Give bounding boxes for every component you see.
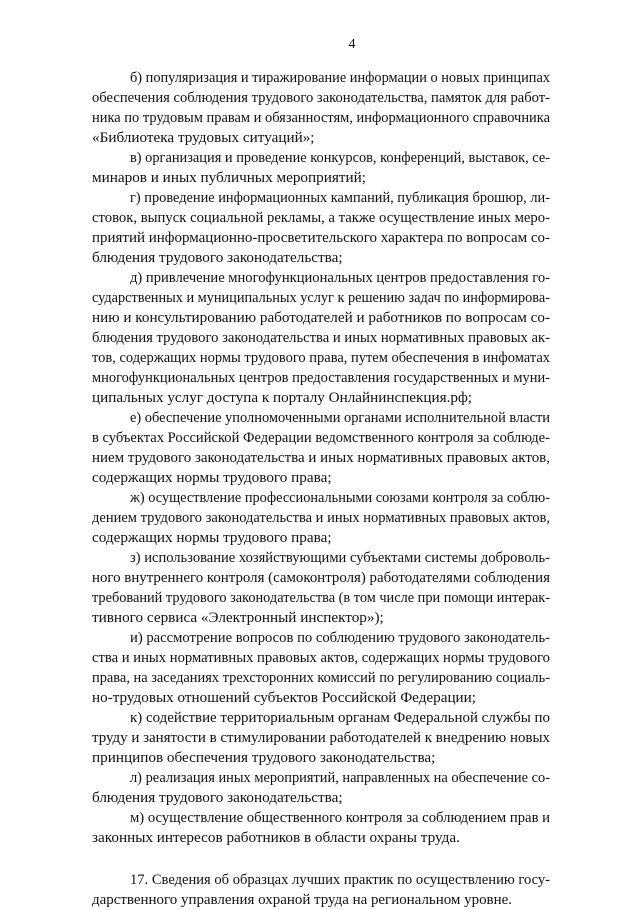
- text-line-content: многофункциональных центров предоставления государственных и муни-: [92, 369, 550, 386]
- text-line-content: л) реализация иных мероприятий, направленных на обеспечение со-: [130, 769, 551, 786]
- text-line-content: блюдения трудового законодательства;: [92, 249, 343, 266]
- text-line-content: з) использование хозяйствующими субъектами системы доброволь-: [130, 549, 551, 566]
- text-line-content: минаров и иных публичных мероприятий;: [92, 169, 366, 186]
- text-line-content: в) организация и проведение конкурсов, конференций, выставок, се-: [130, 149, 551, 166]
- text-line-content: ного внутреннего контроля (самоконтроля) работодателями соблюдения: [92, 569, 550, 586]
- text-line-content: к) содействие территориальным органам Федеральной службы по: [130, 709, 550, 726]
- text-line-content: блюдения трудового законодательства и иных нормативных правовых ак-: [92, 329, 550, 346]
- text-line-content: д) привлечение многофункциональных центров предоставления го-: [130, 269, 551, 286]
- text-line-content: требований трудового законодательства (в том числе при помощи интерак-: [92, 589, 550, 606]
- text-line-content: дарственного управления охраной труда на региональном уровне.: [92, 891, 512, 908]
- text-line-content: стовок, выпуск социальной рекламы, а также осуществление иных меро-: [92, 209, 550, 226]
- text-line-content: ж) осуществление профессиональными союзами контроля за соблю-: [130, 489, 551, 506]
- text-line-content: принципов обеспечения трудового законодательства;: [92, 749, 436, 766]
- page-number: 4: [348, 37, 356, 52]
- text-line-content: ципальных услуг доступа к порталу Онлайнинспекция.рф;: [92, 389, 472, 406]
- text-line-content: содержащих нормы трудового права;: [92, 469, 332, 486]
- text-line-content: нию и консультированию работодателей и работников по вопросам со-: [92, 309, 550, 326]
- text-line-content: е) обеспечение уполномоченными органами исполнительной власти: [130, 409, 551, 426]
- text-line-content: тивного сервиса «Электронный инспектор»);: [92, 609, 384, 626]
- text-line-content: нием трудового законодательства и иных нормативных правовых актов,: [92, 449, 550, 466]
- text-line-content: но-трудовых отношений субъектов Российской Федерации;: [92, 689, 477, 706]
- text-line-content: м) осуществление общественного контроля за соблюдением прав и: [130, 809, 551, 826]
- text-line-content: 17. Сведения об образцах лучших практик по осуществлению госу-: [130, 871, 551, 888]
- text-line-content: и) рассмотрение вопросов по соблюдению трудового законодатель-: [130, 629, 550, 646]
- text-line-content: б) популяризация и тиражирование информации о новых принципах: [130, 69, 550, 86]
- text-line-content: тов, содержащих нормы трудового права, путем обеспечения в инфоматах: [92, 349, 550, 366]
- text-line-content: г) проведение информационных кампаний, публикация брошюр, ли-: [130, 189, 550, 206]
- text-line-content: сударственных и муниципальных услуг к решению задач по информирова-: [92, 289, 550, 306]
- text-line-content: блюдения трудового законодательства;: [92, 789, 343, 806]
- text-line-content: «Библиотека трудовых ситуаций»;: [92, 129, 315, 146]
- text-line-content: дением трудового законодательства и иных нормативных правовых актов,: [92, 509, 551, 526]
- text-line-content: содержащих нормы трудового права;: [92, 529, 332, 546]
- text-line-content: обеспечения соблюдения трудового законодательства, памяток для работ-: [92, 89, 551, 106]
- text-line-content: ника по трудовым правам и обязанностям, информационного справочника: [92, 109, 550, 126]
- text-line-content: ства и иных нормативных правовых актов, содержащих нормы трудового: [92, 649, 550, 666]
- text-line-content: в субъектах Российской Федерации ведомственного контроля за соблюде-: [92, 429, 550, 446]
- text-line-content: законных интересов работников в области охраны труда.: [92, 829, 460, 846]
- text-line-content: приятий информационно-просветительского характера по вопросам со-: [92, 229, 550, 246]
- text-line-content: труду и занятости в стимулировании работодателей к внедрению новых: [92, 729, 551, 746]
- text-line-content: права, на заседаниях трехсторонних комиссий по регулированию социаль-: [92, 669, 550, 686]
